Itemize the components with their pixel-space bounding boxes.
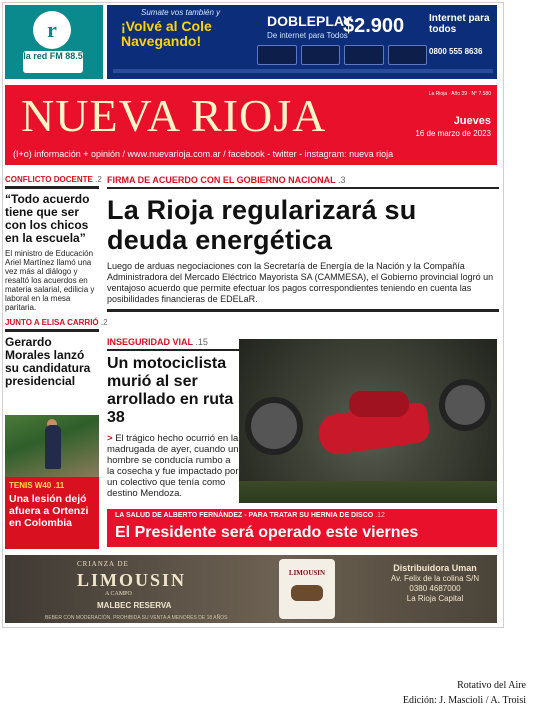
main-headline[interactable]: La Rioja regularizará su deuda energética [107, 195, 417, 255]
arrow-bullet-icon: > [107, 433, 116, 444]
wine-bottle-label [279, 559, 335, 619]
channel-logo [344, 45, 384, 65]
page-ref: .15 [195, 337, 208, 347]
story-body: El ministro de Educación Ariel Martínez llamó una vez más al diálogo y resaltó los acuerdos en materia salarial, edilicia y laboral en la mesa paritaria. [5, 249, 95, 312]
second-body-text: El trágico hecho ocurrió en la madrugada de ayer, cuando un hombre se conducía rumbo a la cosecha y fue impactado por un colectivo que tenía como destino Mendoza. [107, 433, 239, 499]
tennis-photo [5, 415, 99, 477]
wine-brand: LIMOUSIN [77, 570, 187, 590]
motorcycle-wheel [439, 379, 491, 431]
page-ref: .3 [338, 175, 346, 185]
story-headline[interactable]: “Todo acuerdo tiene que ser con los chicos en la escuela” [5, 192, 90, 245]
accident-photo[interactable] [239, 339, 497, 503]
masthead-tagline: (I+o) información + opinión / www.nuevarioja.com.ar / facebook - twitter - instagram: nueva rioja [13, 149, 394, 159]
ad-fine-print: BEBER CON MODERACIÓN. PROHIBIDA SU VENTA A MENORES DE 18 AÑOS [45, 615, 228, 621]
distributor-name: Distribuidora Uman [393, 563, 477, 573]
edition-date: 16 de marzo de 2023 [415, 129, 491, 138]
page-ref: .12 [375, 512, 385, 519]
newspaper-title: NUEVA RIOJA [21, 90, 327, 141]
internet-ad[interactable] [107, 5, 497, 79]
ad-price: $2.900 [343, 15, 405, 37]
story-kicker[interactable] [5, 175, 102, 189]
second-story [107, 337, 239, 499]
credits [403, 678, 526, 708]
brief-headline: El Presidente será operado este viernes [115, 524, 419, 541]
motorcycle-tank [349, 391, 409, 417]
distributor-info [377, 563, 493, 604]
distributor-city: La Rioja Capital [406, 594, 464, 603]
credits-line: Edición: J. Mascioli / A. Troisi [402, 695, 526, 706]
left-column [5, 175, 108, 388]
radio-logo: r [33, 11, 71, 49]
kicker-text: FIRMA DE ACUERDO CON EL GOBIERNO NACIONAL [107, 175, 336, 185]
page-ref: .2 [100, 318, 108, 327]
radio-ad[interactable] [5, 5, 103, 79]
bottle-brand: LIMOUSIN [288, 569, 326, 577]
top-advertisement[interactable] [5, 5, 497, 79]
distributor-address: Av. Felix de la colina S/N [390, 574, 480, 583]
ad-internet-title: Internet para todos [429, 13, 490, 35]
roadside-grass [239, 481, 497, 503]
page-ref: .11 [53, 481, 65, 490]
ad-phone: 0800 555 8636 [429, 47, 483, 56]
player-figure [45, 425, 61, 469]
edition-day: Jueves [453, 115, 491, 127]
page-ref: .2 [95, 175, 102, 184]
story-kicker[interactable] [107, 337, 239, 351]
wine-variety: MALBEC RESERVA [97, 601, 172, 610]
wine-brand-top: CRIANZA DE [77, 560, 129, 568]
wine-advertisement[interactable] [5, 555, 497, 623]
main-body: Luego de arduas negociaciones con la Secretaría de Energía de la Nación y la Compañía Administradora del Mercado Eléctrico Mayorista SA (CAMMESA), el Gobierno provincial logró un ventajoso acuerdo que permite efectuar los pagos correspondientes teniendo en cuenta las posibilidades financieras de EDELaR. [107, 261, 494, 304]
story-kicker[interactable] [5, 318, 108, 332]
story-kicker[interactable] [107, 175, 499, 189]
edition-line: La Rioja · Año 39 · N° 7.580 [428, 91, 491, 97]
kicker-text: INSEGURIDAD VIAL [107, 337, 193, 347]
masthead [5, 85, 497, 165]
ad-channel-logos [257, 45, 427, 65]
cow-icon [291, 585, 323, 601]
ad-product: DOBLEPLAY [267, 13, 353, 29]
kicker-text: LA SALUD DE ALBERTO FERNÁNDEZ - PARA TRATAR SU HERNIA DE DISCO [115, 512, 374, 519]
tennis-kicker [9, 481, 64, 490]
channel-logo [301, 45, 341, 65]
brief-story[interactable] [107, 509, 497, 547]
ad-headline-small: Sumate vos también y [141, 8, 221, 17]
channel-logo [257, 45, 297, 65]
ad-promo: ¡Volvé al Cole Navegando! [121, 18, 212, 49]
distributor-phone: 0380 4687000 [409, 584, 461, 593]
ad-fine-print [113, 69, 493, 73]
second-body [107, 433, 239, 499]
story-headline[interactable]: Gerardo Morales lanzó su candidatura presidencial [5, 335, 91, 388]
ad-product-sub: De internet para Todos [267, 31, 348, 40]
second-headline[interactable]: Un motociclista murió al ser arrollado en ruta 38 [107, 355, 234, 426]
tennis-story[interactable] [5, 415, 99, 549]
wine-brand-sub: A CAMPO [105, 591, 132, 597]
kicker-text: CONFLICTO DOCENTE [5, 175, 93, 184]
motorcycle-wheel [245, 397, 303, 455]
kicker-text: TENIS W40 [9, 481, 52, 490]
newspaper-front-page [2, 2, 504, 628]
tennis-headline: Una lesión dejó afuera a Ortenzi en Colombia [9, 493, 89, 529]
credits-line: Rotativo del Aire [457, 680, 526, 691]
channel-logo [388, 45, 428, 65]
divider [107, 309, 499, 312]
brief-kicker [115, 512, 385, 519]
radio-name: la red FM 88.5 [23, 51, 83, 73]
kicker-text: JUNTO A ELISA CARRIÓ [5, 318, 99, 327]
main-story [107, 175, 499, 312]
